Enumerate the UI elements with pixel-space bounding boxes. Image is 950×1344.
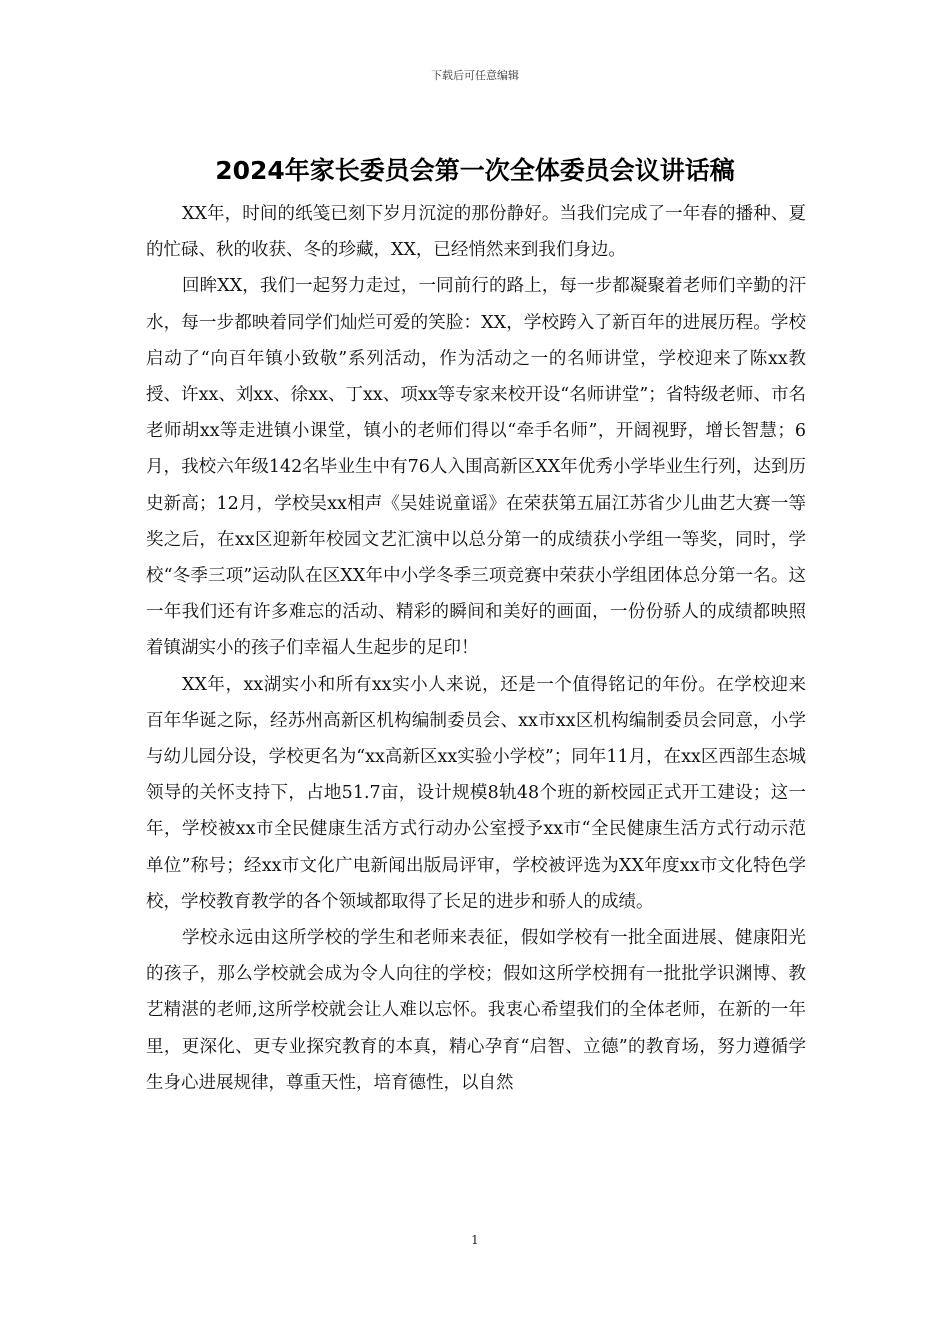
paragraph-3: XX年，xx湖实小和所有xx实小人来说，还是一个值得铭记的年份。在学校迎来百年华诞之际，经苏州高新区机构编制委员会、xx市xx区机构编制委员会同意，小学与幼儿园分设，学校更名为“xx高新区xx实验小学校”；同年11月，在xx区西部生态城领导的关怀支持下，占地51.7亩，设计规模8轨48个班的新校园正式开工建设；这一年，学校被xx市全民健康生活方式行动办公室授予xx市“全民健康生活方式行动示范单位”称号；经xx市文化广电新闻出版局评审，学校被评选为XX年度xx市文化特色学校，学校教育教学的各个领域都取得了长足的进步和骄人的成绩。 [146, 674, 806, 912]
document-title: 2024年家长委员会第一次全体委员会议讲话稿 [215, 156, 735, 185]
page-number: 1 [471, 1233, 479, 1247]
paragraph-1: XX年，时间的纸笺已刻下岁月沉淀的那份静好。当我们完成了一年春的播种、夏的忙碌、秋的收获、冬的珍藏，XX，已经悄然来到我们身边。 [146, 204, 806, 261]
document-body [146, 196, 806, 1101]
paragraph-4: 学校永远由这所学校的学生和老师来表征，假如学校有一批全面进展、健康阳光的孩子，那么学校就会成为令人向往的学校；假如这所学校拥有一批批学识渊博、教艺精湛的老师,这所学校就会让人难以忘怀。我衷心希望我们的全体老师，在新的一年里，更深化、更专业探究教育的本真，精心孕育“启智、立德”的教育场，努力遵循学生身心进展规律，尊重天性，培育德性，以自然 [146, 928, 806, 1093]
header-note: 下载后可任意编辑 [431, 69, 519, 82]
paragraph-2: 回眸XX，我们一起努力走过，一同前行的路上，每一步都凝聚着老师们辛勤的汗水，每一步都映着同学们灿烂可爱的笑脸：XX，学校跨入了新百年的进展历程。学校启动了“向百年镇小致敬”系列活动，作为活动之一的名师讲堂，学校迎来了陈xx教授、许xx、刘xx、徐xx、丁xx、项xx等专家来校开设“名师讲堂”；省特级老师、市名老师胡xx等走进镇小课堂，镇小的老师们得以“牵手名师”，开阔视野，增长智慧；6月，我校六年级142名毕业生中有76人入围高新区XX年优秀小学毕业生行列，达到历史新高；12月，学校吴xx相声《吴娃说童谣》在荣获第五届江苏省少儿曲艺大赛一等奖之后，在xx区迎新年校园文艺汇演中以总分第一的成绩获小学组一等奖，同时，学校“冬季三项”运动队在区XX年中小学冬季三项竞赛中荣获小学组团体总分第一名。这一年我们还有许多难忘的活动、精彩的瞬间和美好的画面，一份份骄人的成绩都映照着镇湖实小的孩子们幸福人生起步的足印！ [146, 276, 806, 659]
